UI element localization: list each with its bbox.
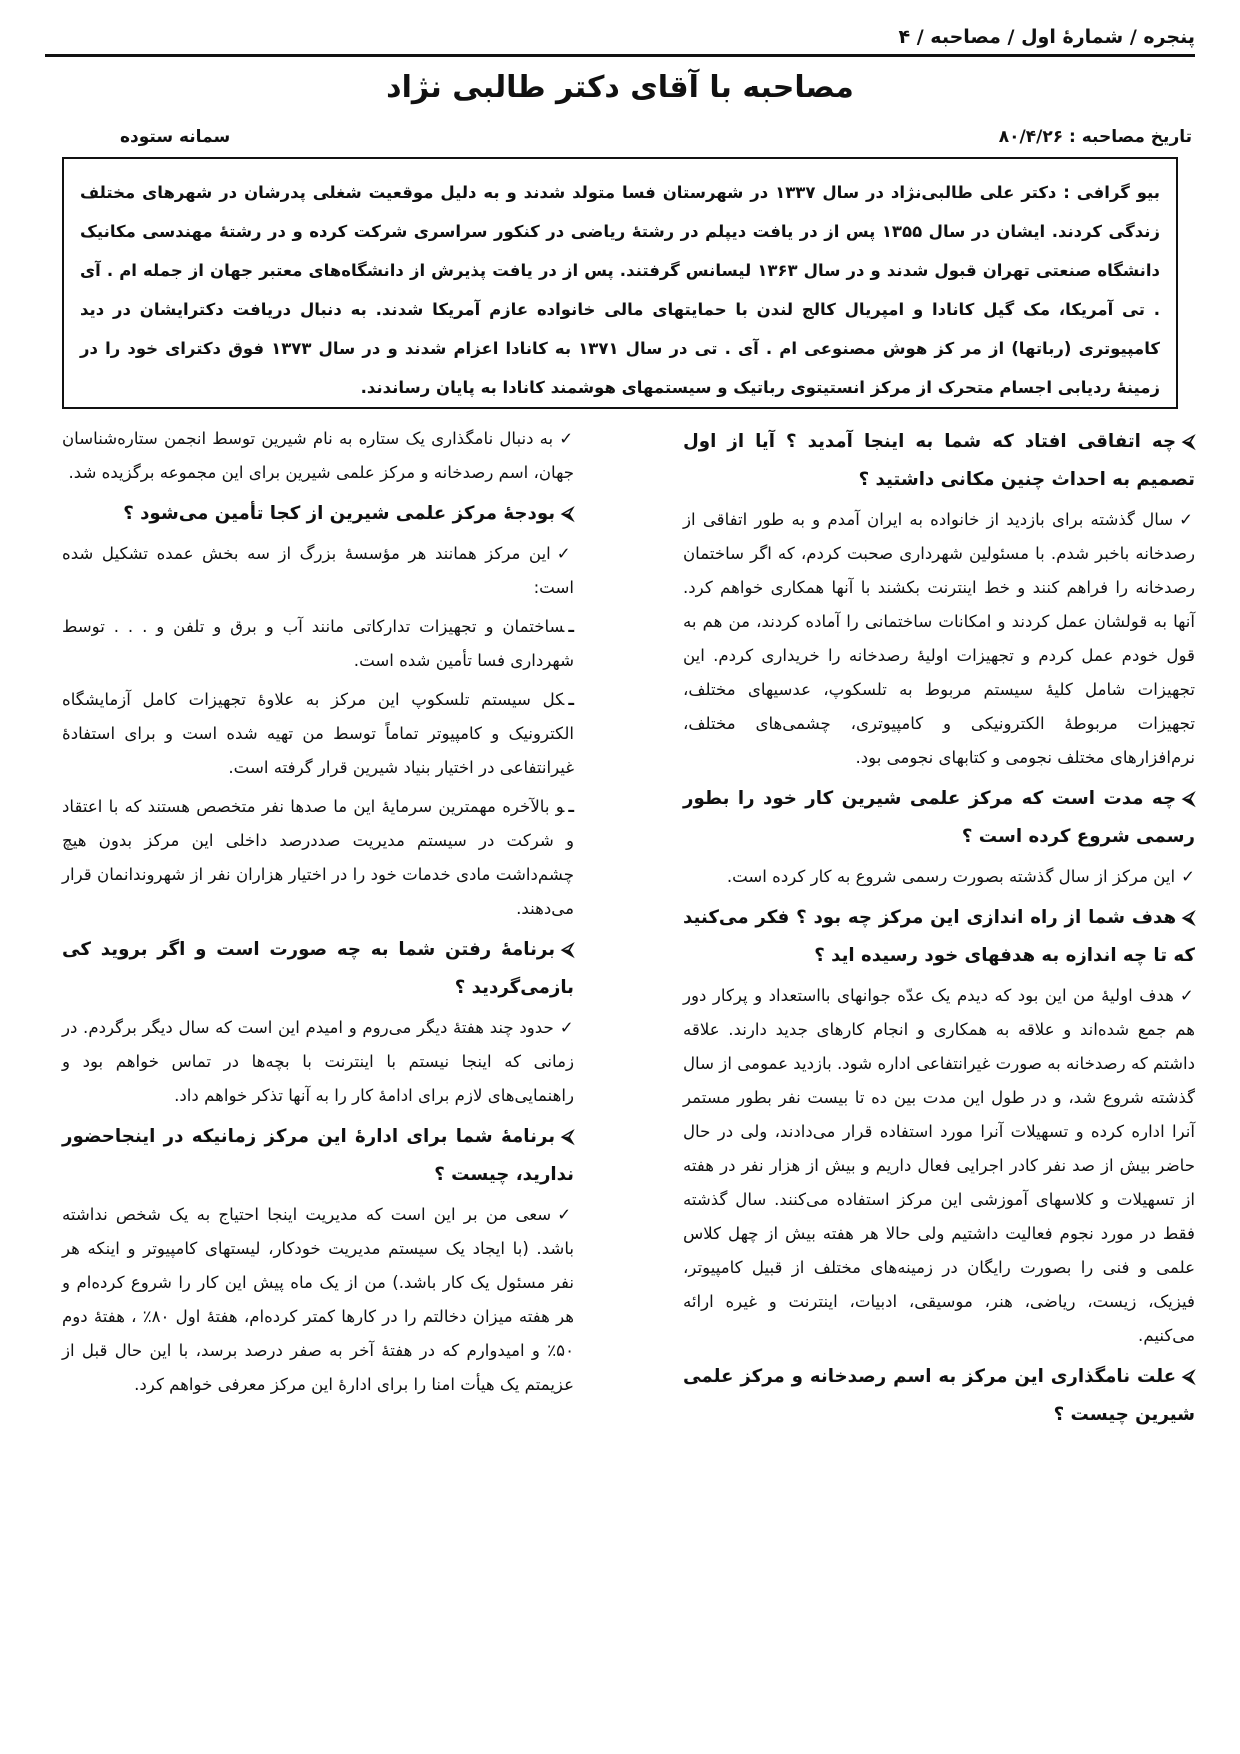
running-header: پنجره / شمارهٔ اول / مصاحبه / ۴ (45, 22, 1195, 57)
bullet-item (62, 610, 574, 678)
answer (62, 1011, 574, 1113)
bullet-text: ساختمان و تجهیزات تدارکاتی مانند آب و برق و تلفن و . . . توسط شهرداری فسا تأمین شده است. (62, 617, 574, 670)
answer (683, 860, 1195, 894)
answer-text: این مرکز همانند هر مؤسسهٔ بزرگ از سه بخش عمده تشکیل شده است: (62, 544, 574, 597)
question-arrow-icon: ⮘ (1182, 907, 1195, 928)
answer-text: حدود چند هفتهٔ دیگر می‌روم و امیدم این است که سال دیگر برگردم. در زمانی که اینجا نیستم با اینترنت با بچه‌ها در تماس خواهم بود و راهنمایی‌های لازم برای ادامهٔ کار را به آنها تذکر خواهم داد. (62, 1018, 574, 1105)
bullet-text: کل سیستم تلسکوپ این مرکز به علاوهٔ تجهیزات کامل آزمایشگاه الکترونیک و کامپیوتر تماماً توسط من تهیه شده است و برای استفادهٔ غیرانتفاعی در اختیار بنیاد شیرین قرار گرفته است. (62, 690, 574, 777)
right-column (683, 418, 1195, 1438)
question-text: هدف شما از راه اندازی این مرکز چه بود ؟ فکر می‌کنید که تا چه اندازه به هدفهای خود رسیده اید ؟ (683, 907, 1195, 966)
question-arrow-icon: ⮘ (1182, 1366, 1195, 1387)
author-name: سمانه ستوده (120, 127, 231, 147)
article-title: مصاحبه با آقای دکتر طالبی نژاد (386, 70, 854, 105)
answer (683, 503, 1195, 775)
answer-text: سال گذشته برای بازدید از خانواده به ایران آمدم و به طور اتفاقی از رصدخانه باخبر شدم. با مسئولین شهرداری صحبت کردم، که اگر ساختمان رصدخانه را فراهم کنند و خط اینترنت بکشند با آنها همکاری خواهم کرد. آنها به قولشان عمل کردند و امکانات ساختمانی را آماده کردند، من هم به قول خودم عمل کردم و تجهیزات اولیهٔ رصدخانه را خریداری کردم. این تجهیزات شامل کلیهٔ سیستم مربوط به تلسکوپ، عدسیهای مختلف، تجهیزات مربوطهٔ الکترونیکی و کامپیوتری، چشمی‌های مختلف، نرم‌افزارهای مختلف نجومی و کتابهای نجومی بود. (683, 510, 1195, 767)
question (683, 780, 1195, 856)
bullet-dash: ـ (568, 797, 574, 816)
answer (683, 979, 1195, 1353)
question (62, 495, 574, 533)
question-text: بودجهٔ مرکز علمی شیرین از کجا تأمین می‌شود ؟ (123, 503, 556, 524)
left-column (62, 418, 574, 1407)
question-text: چه اتفاقی افتاد که شما به اینجا آمدید ؟ آیا از اول تصمیم به احداث چنین مکانی داشتید ؟ (683, 431, 1195, 490)
question-arrow-icon: ⮘ (561, 1126, 574, 1147)
answer-text: به دنبال نامگذاری یک ستاره به نام شیرین توسط انجمن ستاره‌شناسان جهان، اسم رصدخانه و مرکز علمی شیرین برای این مجموعه برگزیده شد. (62, 429, 574, 482)
answer-text: سعی من بر این است که مدیریت اینجا احتیاج به یک شخص نداشته باشد. (با ایجاد یک سیستم مدیریت خودکار، لیستهای کامپیوتر و اینکه هر نفر مسئول یک کار باشد.) من از یک ماه پیش این کار را شروع کرده‌ام و هر هفته میزان دخالتم را در کارها کمتر کرده‌ام، هفتهٔ اول ۸۰٪ ، هفتهٔ دوم ۵۰٪ و امیدوارم که در هفتهٔ آخر به صفر درصد برسد، با این حال قبل از عزیمتم یک هیأت امنا را برای ادارهٔ این مرکز معرفی خواهم کرد. (62, 1205, 574, 1394)
question (62, 1118, 574, 1194)
question-arrow-icon: ⮘ (1182, 431, 1195, 452)
bullet-item (62, 683, 574, 785)
question-arrow-icon: ⮘ (1182, 788, 1195, 809)
question-arrow-icon: ⮘ (561, 503, 574, 524)
question (62, 931, 574, 1007)
question (683, 1358, 1195, 1434)
check-icon: ✓ (559, 1018, 575, 1037)
answer-text: این مرکز از سال گذشته بصورت رسمی شروع به کار کرده است. (726, 867, 1176, 886)
bullet-dash: ـ (568, 690, 574, 709)
check-icon: ✓ (1181, 867, 1195, 886)
question-text: چه مدت است که مرکز علمی شیرین کار خود را بطور رسمی شروع کرده است ؟ (683, 788, 1195, 847)
bullet-item (62, 790, 574, 926)
bullet-text: و بالآخره مهمترین سرمایهٔ این ما صدها نفر متخصص هستند که با اعتقاد و شرکت در سیستم مدیریت صددرصد داخلی این مرکز بدون هیچ چشم‌داشت مادی خدمات خود را در اختیار هزاران نفر از شهروندانمان قرار می‌دهند. (62, 797, 574, 918)
answer (62, 422, 574, 490)
check-icon: ✓ (1179, 986, 1195, 1005)
check-icon: ✓ (1179, 510, 1195, 529)
question (683, 899, 1195, 975)
biography-box (62, 157, 1178, 409)
check-icon: ✓ (559, 429, 574, 448)
question (683, 423, 1195, 499)
question-text: علت نامگذاری این مرکز به اسم رصدخانه و مرکز علمی شیرین چیست ؟ (683, 1366, 1195, 1425)
question-text: برنامهٔ رفتن شما به چه صورت است و اگر بروید کی بازمی‌گردید ؟ (62, 939, 574, 998)
interview-date: تاریخ مصاحبه : ۸۰/۴/۲۶ (998, 127, 1192, 147)
answer (62, 1198, 574, 1402)
answer-text: هدف اولیهٔ من این بود که دیدم یک عدّه جوانهای بااستعداد و پرکار دور هم جمع شده‌اند و علاقه به همکاری و انجام کارهای جدید دارند. علاقه داشتم که رصدخانه به صورت غیرانتفاعی اداره شود. بازدید عمومی از سال گذشته شروع شد، و در طول این مدت بین ده تا بیست نفر بطور مستمر آنرا اداره کرده و تسهیلات آنرا مورد استفاده قرار می‌دادند، ولی در حال حاضر بیش از صد نفر کادر اجرایی فعال داریم و بیش از هزار نفر در هفته از تسهیلات و کلاسهای آموزشی این مرکز استفاده می‌کنند. سال گذشته فقط در مورد نجوم فعالیت داشتیم ولی حالا هر هفته بیش از چهل کلاس علمی و فنی را بصورت رایگان در زمینه‌های مختلف از قبیل کامپیوتر، فیزیک، زیست، ریاضی، هنر، موسیقی، ادبیات، اینترنت و غیره ارائه می‌کنیم. (683, 986, 1195, 1345)
question-arrow-icon: ⮘ (561, 939, 574, 960)
biography-text: بیو گرافی : دکتر علی طالبی‌نژاد در سال ۱۳۳۷ در شهرستان فسا متولد شدند و به دلیل موقعیت شغلی پدرشان در شهرهای مختلف زندگی کردند. ایشان در سال ۱۳۵۵ پس از در یافت دیپلم در رشتهٔ ریاضی در کنکور سراسری شرکت کرده و در رشتهٔ مهندسی مکانیک دانشگاه صنعتی تهران قبول شدند و در سال ۱۳۶۳ لیسانس گرفتند. پس از در یافت پذیرش از دانشگاه‌های معتبر جهان از جمله ام . آی . تی آمریکا، مک گیل کانادا و امپریال کالج لندن با حمایتهای مالی خانواده عازم آمریکا شدند. به دنبال دریافت دکترایشان در دید کامپیوتری (رباتها) از مر کز هوش مصنوعی ام . آی . تی در سال ۱۳۷۱ به کانادا اعزام شدند و در سال ۱۳۷۳ فوق دکترای خود را در زمینهٔ ردیابی اجسام متحرک از مرکز انستیتوی رباتیک و سیستمهای هوشمند کانادا به پایان رساندند. (80, 183, 1161, 397)
check-icon: ✓ (556, 544, 574, 563)
question-text: برنامهٔ شما برای ادارهٔ این مرکز زمانیکه در اینجاحضور ندارید، چیست ؟ (62, 1126, 574, 1185)
bullet-dash: ـ (568, 617, 574, 636)
answer (62, 537, 574, 605)
check-icon: ✓ (557, 1205, 574, 1224)
